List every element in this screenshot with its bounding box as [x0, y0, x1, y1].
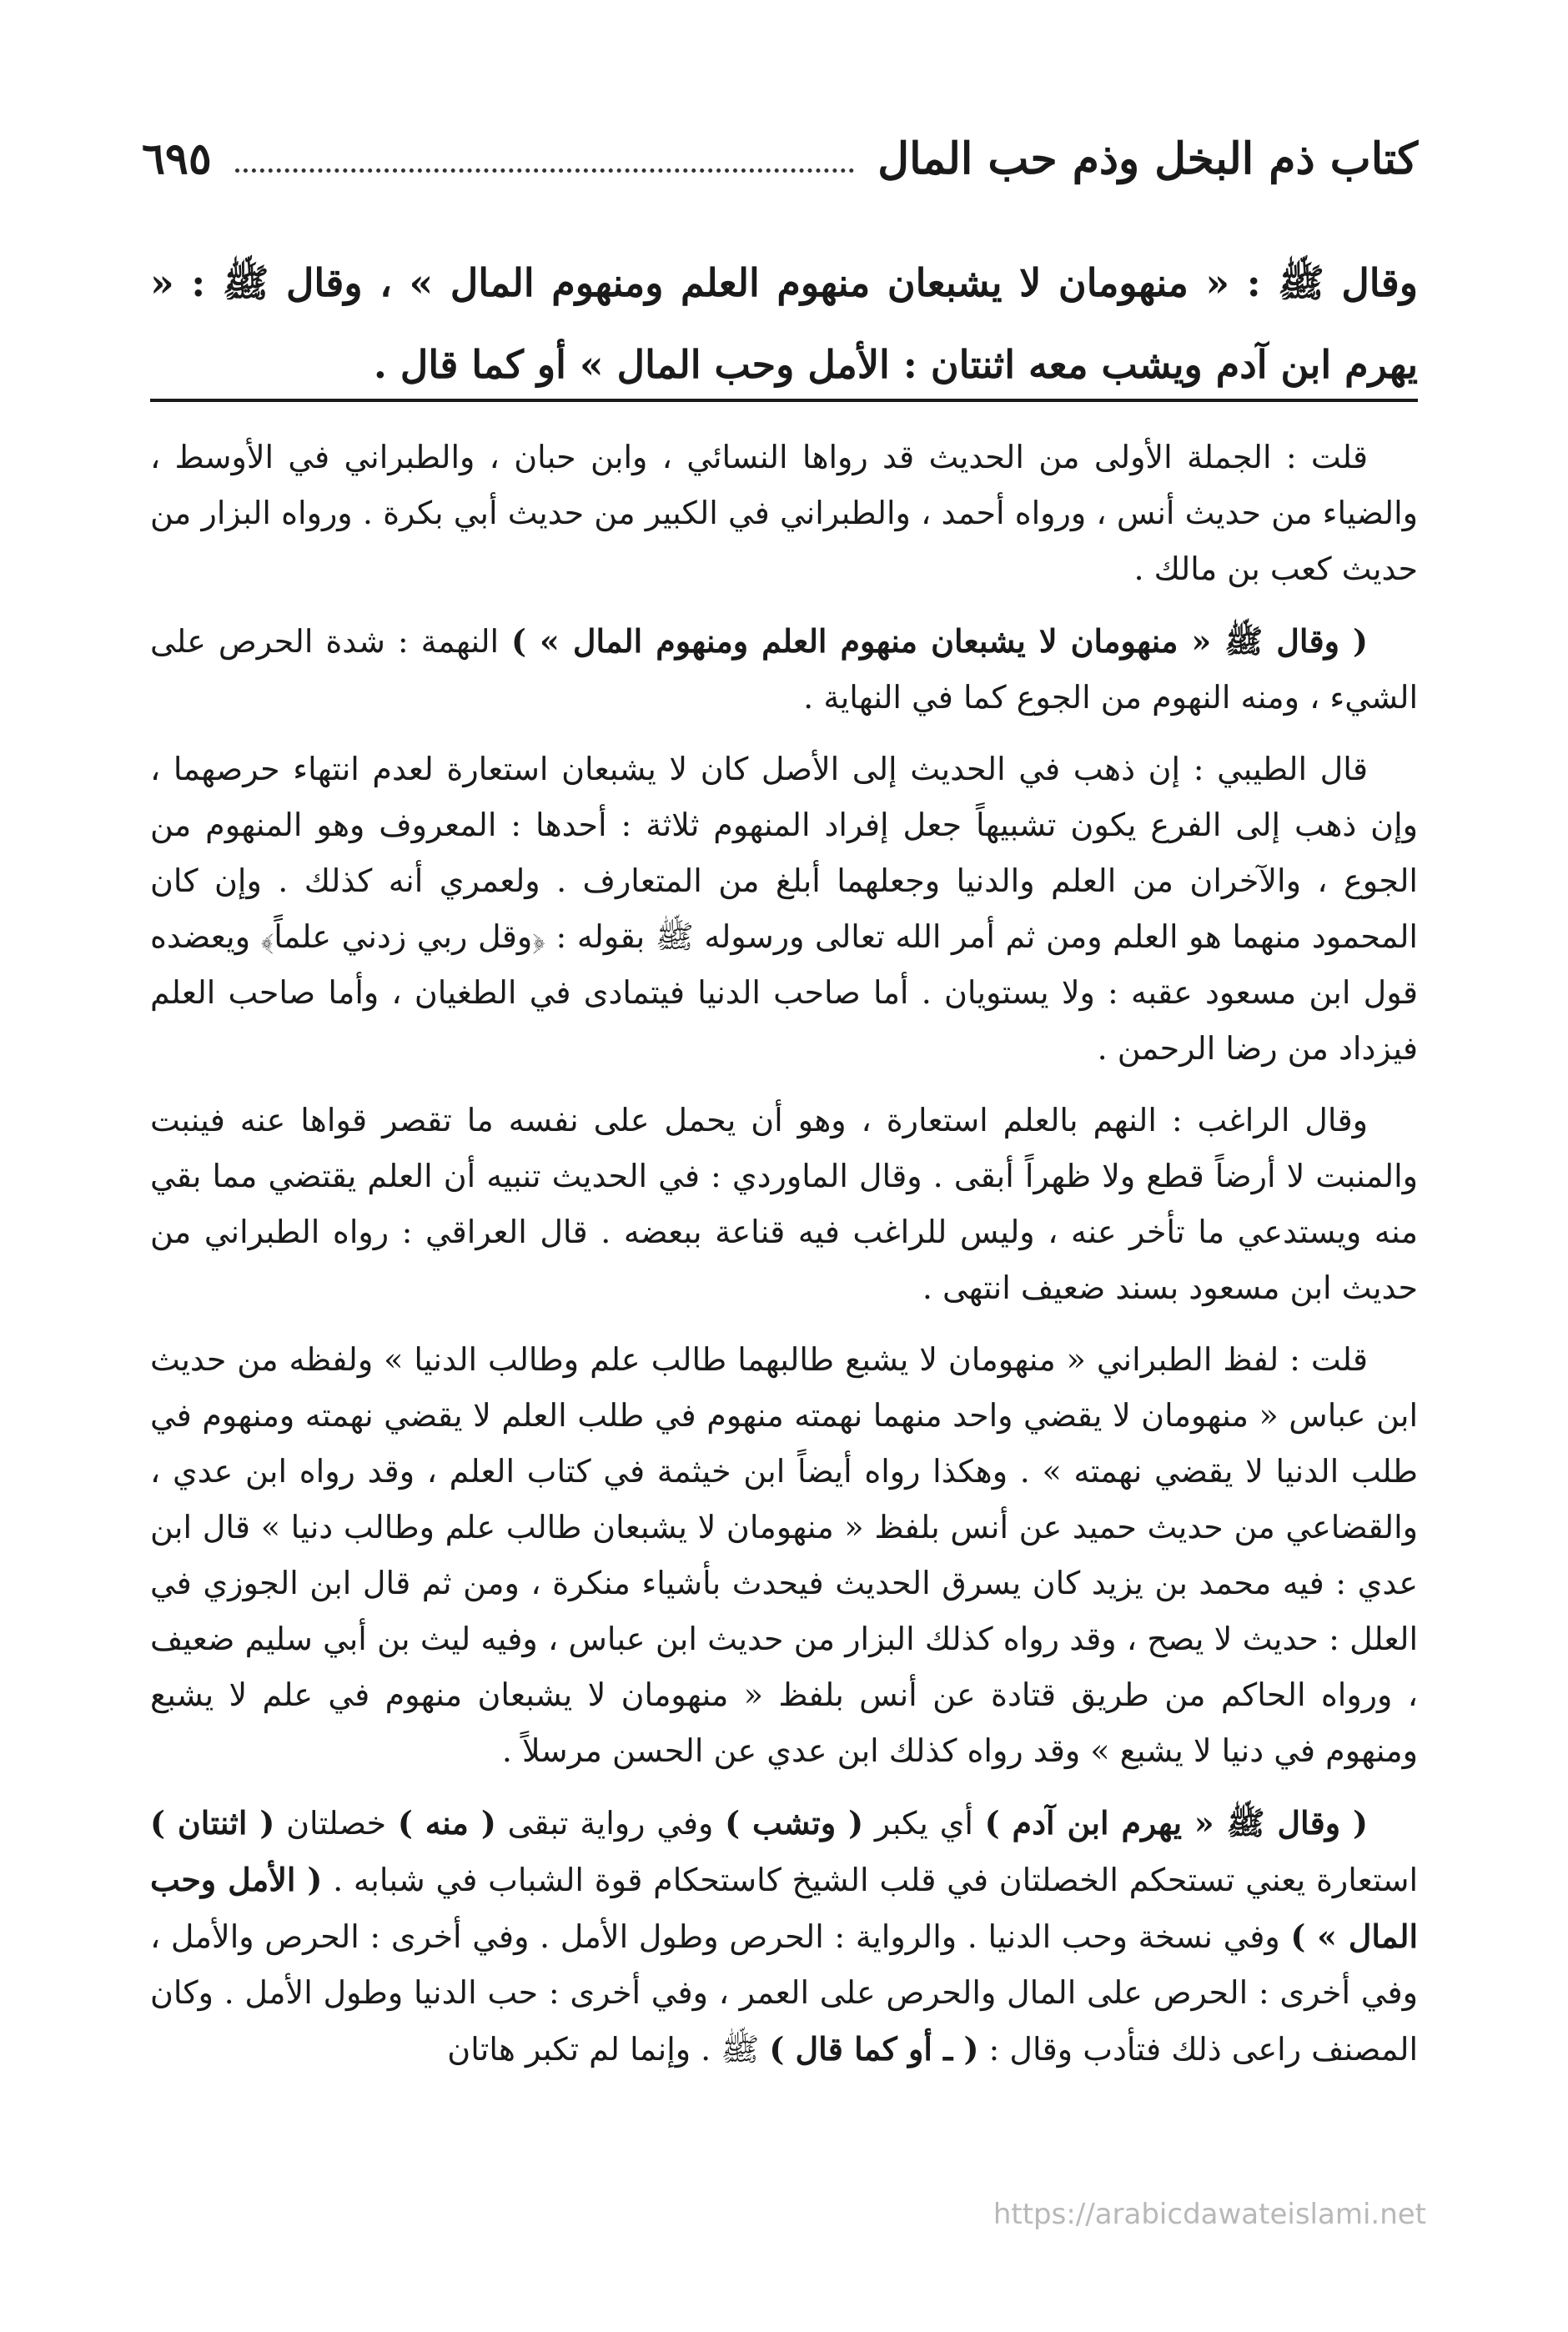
p6-text-1: أي يكبر — [863, 1805, 985, 1842]
running-header — [142, 125, 1418, 192]
commentary-paragraph-3: قال الطيبي : إن ذهب في الحديث إلى الأصل كان لا يشبعان استعارة لعدم انتهاء حرصهما ، وإن ذهب إلى الفرع يكون تشبيهاً جعل إفراد المنهوم ثلاثة : أحدها : المعروف وهو المنهوم من الجوع ، والآخران من العلم والدنيا وجعلهما أبلغ من المتعارف . ولعمري أنه كذلك . وإن كان المحمود منهما هو العلم ومن ثم أمر الله تعالى ورسوله ﷺ بقوله : ﴿وقل ربي زدني علماً﴾ ويعضده قول ابن مسعود عقبه : ولا يستويان . أما صاحب الدنيا فيتمادى في الطغيان ، وأما صاحب العلم فيزداد من رضا الرحمن . — [150, 751, 1418, 1067]
commentary-section — [150, 430, 1418, 2093]
p6-text-end: ﷺ . وإنما لم تكبر هاتان — [447, 2031, 770, 2068]
p6-bold-3: ( منه ) — [397, 1804, 496, 1842]
commentary-paragraph-4: وقال الراغب : النهم بالعلم استعارة ، وهو أن يحمل على نفسه ما تقصر قواها عنه فينبت والمنبت لا أرضاً قطع ولا ظهراً أبقى . وقال الماوردي : في الحديث تنبيه أن العلم يقتضي مما بقي منه ويستدعي ما تأخر عنه ، وليس للراغب فيه قناعة ببعضه . قال العراقي : رواه الطبراني من حديث ابن مسعود بسند ضعيف انتهى . — [150, 1102, 1418, 1306]
p6-text-5: وفي نسخة وحب الدنيا . والرواية : الحرص وطول الأمل . وفي أخرى : الحرص والأمل ، وفي أخرى : الحرص على المال والحرص على العمر ، وفي أخرى : حب الدنيا وطول الأمل . وكان المصنف راعى ذلك فتأدب وقال : — [150, 1918, 1418, 2068]
commentary-paragraph-5: قلت : لفظ الطبراني « منهومان لا يشبع طالبهما طالب علم وطالب الدنيا » ولفظه من حديث ابن عباس « منهومان لا يقضي واحد منهما نهمته منهوم في طلب العلم لا يقضي نهمته ومنهوم في طلب الدنيا لا يقضي نهمته » . وهكذا رواه أيضاً ابن خيثمة في كتاب العلم ، وقد رواه ابن عدي ، والقضاعي من حديث حميد عن أنس بلفظ « منهومان لا يشبعان طالب علم وطالب دنيا » قال ابن عدي : فيه محمد بن يزيد كان يسرق الحديث فيحدث بأشياء منكرة ، ومن ثم قال ابن الجوزي في العلل : حديث لا يصح ، وقد رواه كذلك البزار من حديث ابن عباس ، وفيه ليث بن أبي سليم ضعيف ، ورواه الحاكم من طريق قتادة عن أنس بلفظ « منهومان لا يشبعان منهوم في علم لا يشبع ومنهوم في دنيا لا يشبع » وقد رواه كذلك ابن عدي عن الحسن مرسلاً . — [150, 1341, 1419, 1769]
p6-text-2: وفي رواية تبقى — [495, 1805, 726, 1842]
quoted-hadith-lead-2: ( وقال ﷺ « يهرم ابن آدم ) — [984, 1804, 1368, 1842]
commentary-paragraph-2 — [150, 613, 1418, 726]
main-hadith-text: وقال ﷺ : « منهومان لا يشبعان منهوم العلم ومنهوم المال » ، وقال ﷺ : « يهرم ابن آدم ويشب معه اثنتان : الأمل وحب المال » أو كما قال . — [150, 260, 1418, 387]
p6-bold-5: ( الأمل وحب المال » ) — [150, 1861, 1418, 1955]
header-title: كتاب ذم البخل وذم حب المال — [877, 133, 1418, 184]
watermark-url: https://arabicdawateislami.net — [993, 2198, 1426, 2231]
p6-bold-2: ( وتشب ) — [725, 1804, 864, 1842]
commentary-paragraph-6 — [150, 1795, 1418, 2078]
commentary-paragraph-2-rest: النهمة : شدة الحرص على الشيء ، ومنه النهوم من الجوع كما في النهاية . — [150, 623, 1418, 716]
quoted-hadith-lead: ( وقال ﷺ « منهومان لا يشبعان منهوم العلم ومنهوم المال » ) — [511, 622, 1369, 660]
p6-bold-4: ( اثنتان ) — [150, 1804, 275, 1842]
commentary-paragraph-1: قلت : الجملة الأولى من الحديث قد رواها النسائي ، وابن حبان ، والطبراني في الأوسط ، والضياء من حديث أنس ، ورواه أحمد ، والطبراني في الكبير من حديث أبي بكرة . ورواه البزار من حديث كعب بن مالك . — [150, 439, 1418, 587]
p6-bold-6: ( ـ أو كما قال ) — [769, 2030, 979, 2068]
p6-text-3: خصلتان — [274, 1805, 398, 1842]
p6-text-4: استعارة يعني تستحكم الخصلتان في قلب الشيخ كاستحكام قوة الشباب في شبابه . — [322, 1862, 1418, 1898]
header-dotted-leader — [235, 168, 855, 173]
page-number: ٦٩٥ — [142, 133, 212, 184]
section-divider — [150, 399, 1418, 402]
